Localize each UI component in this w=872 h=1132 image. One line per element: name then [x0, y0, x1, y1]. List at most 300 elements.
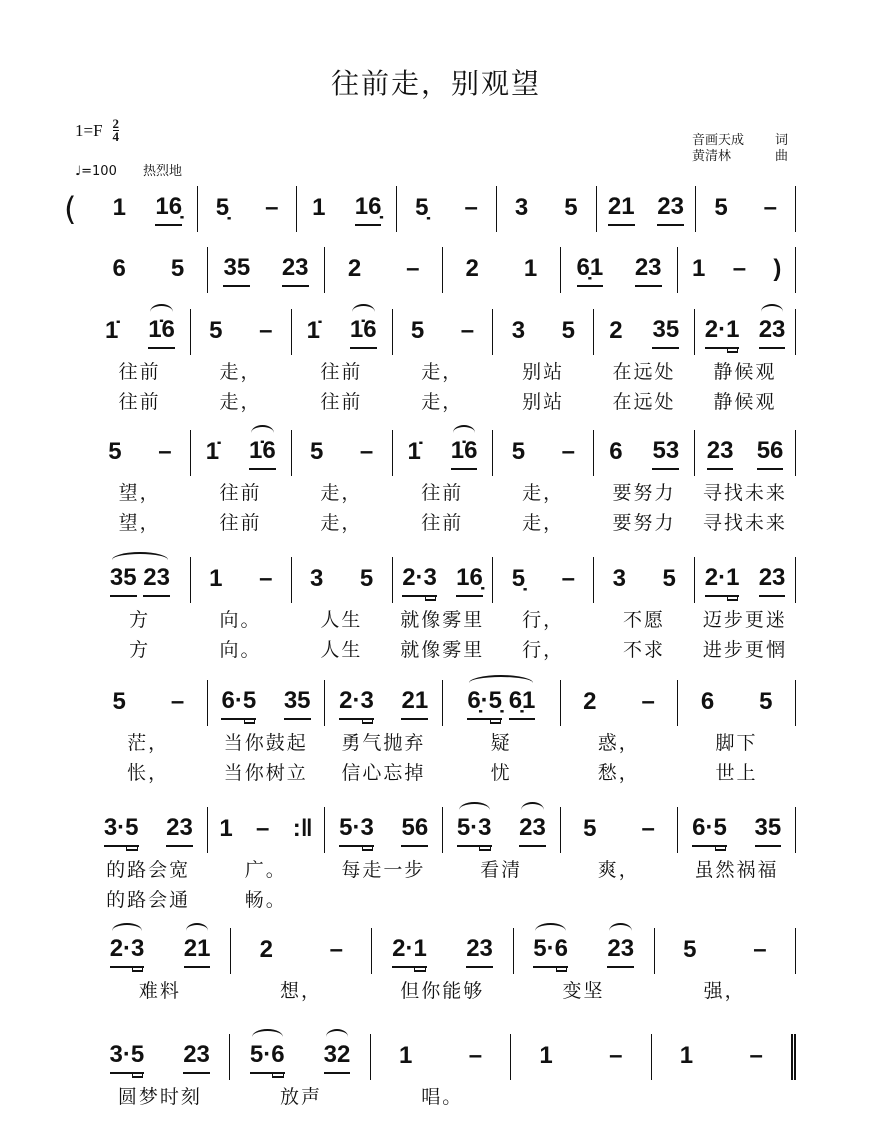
note: 2·: [339, 687, 360, 720]
note: 6: [271, 1041, 284, 1074]
lyric-cell: [90, 605, 191, 632]
note-group: [461, 317, 474, 348]
measure: [325, 680, 443, 726]
key-signature: [75, 118, 119, 143]
lyric-text: 想，: [280, 979, 323, 1002]
note-group: [392, 935, 427, 968]
note: 1̇6: [148, 316, 175, 349]
note-group: [680, 1042, 693, 1073]
note-group: [701, 688, 714, 719]
note-group: [512, 317, 525, 348]
note: –: [561, 564, 575, 592]
measure: [514, 928, 655, 974]
note-group: [466, 935, 493, 968]
note: 1: [398, 1041, 413, 1069]
lyric-text: 往前: [118, 360, 161, 383]
note: –: [641, 687, 655, 715]
lyric-cell: [292, 635, 393, 662]
lyric-text: 往前: [421, 481, 464, 504]
measure: [397, 186, 497, 232]
lyric-cell: [594, 387, 695, 414]
measure: [493, 309, 594, 355]
note: :‖: [292, 814, 313, 842]
note: 3: [478, 814, 491, 847]
note-group: [759, 564, 786, 597]
measure: [230, 1034, 370, 1080]
time-signature: [113, 118, 120, 143]
lyric-line-verse-1: [90, 853, 796, 883]
note-group: [705, 316, 740, 349]
song-title: 往前走，别观望: [330, 67, 541, 100]
note-group: [663, 565, 676, 596]
lyric-text: 进步更惘: [702, 638, 787, 661]
lyric-text: 惑，: [597, 731, 640, 754]
lyric-text: 世上: [715, 761, 758, 784]
lyric-line-verse-2: [90, 385, 796, 415]
measure: [90, 309, 191, 355]
note: 23: [143, 564, 170, 597]
note-group: [613, 565, 626, 596]
note: –: [265, 193, 279, 221]
lyric-cell: [325, 758, 443, 785]
lyric-text: 往前: [118, 390, 161, 413]
lyricist-name: 音画天成: [692, 133, 745, 148]
note-group: [250, 1041, 285, 1074]
note: 1̇6: [451, 437, 478, 470]
measure: [594, 557, 695, 603]
note-group: [209, 565, 222, 596]
lyric-cell: [90, 1082, 231, 1109]
measure: [678, 247, 796, 293]
lyric-text: 难料: [138, 979, 181, 1002]
note: –: [359, 437, 374, 465]
lyric-cell: [90, 635, 191, 662]
measure: [561, 807, 679, 853]
note: 2·: [392, 935, 413, 968]
lyric-text: 往前: [219, 481, 262, 504]
note: 3: [131, 935, 144, 968]
measure: [655, 928, 796, 974]
note-group: [209, 317, 222, 348]
lyric-text: 望，: [118, 511, 161, 534]
note: –: [170, 687, 185, 715]
credits: [692, 133, 788, 165]
measure: [208, 807, 326, 853]
lyric-cell: [493, 635, 594, 662]
lyric-cell: [90, 357, 191, 384]
lyricist-credit: [692, 133, 788, 149]
note: 3: [514, 193, 529, 221]
lyric-text: 别站: [522, 390, 565, 413]
note: 23: [282, 254, 309, 287]
lyric-cell: [191, 635, 292, 662]
note-group: [148, 316, 175, 349]
key-label: 1=F: [75, 120, 103, 140]
note: 23: [759, 564, 786, 597]
note: 6·: [221, 687, 242, 720]
note-group: [467, 687, 535, 720]
note: 35: [110, 564, 137, 597]
note: 2·: [402, 564, 423, 597]
note: 5: [511, 437, 526, 465]
note-group: [310, 565, 323, 596]
lyric-text: 要努力: [612, 511, 676, 534]
note: 5̣: [415, 193, 429, 221]
lyric-line-verse-2: [90, 633, 796, 663]
note: 5: [410, 316, 425, 344]
note: 3: [511, 316, 526, 344]
lyric-cell: [372, 1082, 513, 1109]
lyric-text: 当你鼓起: [223, 731, 308, 754]
score-system: [90, 557, 796, 663]
note: 23: [166, 814, 193, 847]
lyric-text: 往前: [421, 511, 464, 534]
lyric-text: 当你树立: [223, 761, 308, 784]
lyric-cell: [90, 508, 191, 535]
note: 16̣: [456, 564, 483, 597]
note-group: [411, 317, 424, 348]
score-system: [90, 807, 796, 913]
measure: [597, 186, 697, 232]
note: 3·: [104, 814, 125, 847]
note: 1: [679, 1041, 694, 1069]
note-group: [757, 437, 784, 470]
note: 3: [361, 687, 374, 720]
lyric-cell: [594, 605, 695, 632]
lyric-cell: [514, 976, 655, 1003]
measure: [371, 1034, 511, 1080]
measure: [443, 680, 561, 726]
lyric-cell: [208, 885, 326, 912]
lyric-cell: [191, 605, 292, 632]
note: 1̇6: [350, 316, 377, 349]
note-group: [112, 255, 125, 286]
note: –: [763, 193, 778, 221]
lyric-cell: [208, 728, 326, 755]
lyric-text: 变坚: [562, 979, 605, 1002]
measure: [90, 1034, 230, 1080]
lyric-cell: [493, 508, 594, 535]
lyric-cell: [695, 508, 796, 535]
note-group: [155, 193, 182, 226]
measure: [292, 557, 393, 603]
measure: [443, 807, 561, 853]
measure: [292, 430, 393, 476]
measure: [594, 430, 695, 476]
measure: [678, 807, 796, 853]
lyric-cell: [191, 478, 292, 505]
note: 32: [324, 1041, 351, 1074]
note: –: [460, 316, 475, 344]
note-group: [642, 688, 655, 719]
note: 5: [131, 1041, 144, 1074]
note: [502, 687, 509, 720]
lyric-text: 望，: [118, 481, 161, 504]
note-group: [764, 194, 777, 225]
note: 5: [310, 437, 324, 465]
notes-row: [90, 680, 796, 726]
notes-row: [90, 247, 796, 293]
notes-row: [90, 309, 796, 355]
composer-credit: [692, 149, 788, 165]
lyricist-role: 词: [774, 133, 788, 148]
lyric-cell: [292, 478, 393, 505]
measure: [191, 309, 292, 355]
lyric-cell: [561, 728, 679, 755]
lyric-cell: [393, 605, 494, 632]
lyric-text: 就像雾里: [400, 638, 485, 661]
note-group: [401, 687, 428, 720]
lyric-text: 脚下: [715, 731, 758, 754]
note-group: [110, 1041, 145, 1074]
measure: [493, 557, 594, 603]
note: 1: [692, 254, 706, 282]
note-group: [750, 1042, 763, 1073]
measure: [594, 309, 695, 355]
note: 3: [361, 814, 374, 847]
measure: [297, 186, 397, 232]
note-group: [206, 438, 219, 469]
measure: [90, 430, 191, 476]
lyric-cell: [493, 478, 594, 505]
lyric-cell: [443, 728, 561, 755]
score-system: [90, 247, 796, 293]
lyric-cell: [695, 635, 796, 662]
note: 3: [310, 564, 324, 592]
tempo-marking: [75, 160, 182, 179]
note-group: [583, 815, 596, 846]
measure: [511, 1034, 651, 1080]
note: –: [406, 254, 420, 282]
lyric-text: 的路会通: [106, 888, 191, 911]
lyric-text: 寻找未来: [702, 481, 787, 504]
measure: [393, 309, 494, 355]
lyric-cell: [493, 357, 594, 384]
note: 23: [657, 193, 684, 226]
score-system: [64, 186, 796, 232]
lyric-line-verse-1: [90, 355, 796, 385]
note-group: [339, 687, 374, 720]
note-group: [355, 193, 382, 226]
lyric-text: 走，: [522, 511, 565, 534]
note-group: [733, 255, 746, 286]
lyric-line-verse-2: [90, 756, 796, 786]
score-system: [90, 928, 796, 1004]
score-system: [90, 430, 796, 536]
lyric-cell: [292, 508, 393, 535]
note: 56: [401, 814, 428, 847]
lyric-cell: [695, 357, 796, 384]
note: 5: [561, 316, 575, 344]
note-group: [577, 254, 604, 287]
note: 1: [539, 1041, 553, 1069]
note: 1: [112, 193, 127, 221]
measure: [695, 309, 796, 355]
repeat-paren: (: [64, 190, 77, 228]
note: 3·: [110, 1041, 131, 1074]
note: 23: [759, 316, 786, 349]
note-group: [714, 194, 727, 225]
note-group: [171, 688, 184, 719]
lyric-text: 虽然祸福: [694, 858, 779, 881]
lyric-cell: [231, 1082, 372, 1109]
time-sig-numerator: 2: [112, 116, 120, 131]
note-group: [216, 194, 229, 225]
note: 23: [183, 1041, 210, 1074]
score-system: [90, 1034, 796, 1110]
note-group: [112, 688, 125, 719]
measure: [393, 557, 494, 603]
lyric-text: 行，: [522, 608, 565, 631]
tempo-bpm: ♩=100: [75, 164, 117, 179]
note: 6̣·: [467, 687, 488, 720]
lyric-line-verse-2: [90, 506, 796, 536]
note: 3: [612, 564, 626, 592]
note-group: [519, 814, 546, 847]
lyric-cell: [655, 976, 796, 1003]
note-group: [457, 814, 492, 847]
note-group: [451, 437, 478, 470]
lyric-cell: [393, 508, 494, 535]
note: –: [609, 1041, 623, 1069]
note: 6: [555, 935, 568, 968]
lyric-cell: [393, 478, 494, 505]
lyric-cell: [325, 855, 443, 882]
note: –: [329, 935, 344, 963]
measure: [90, 928, 231, 974]
lyric-text: 爽，: [597, 858, 640, 881]
notes-row: [90, 557, 796, 603]
lyric-cell: [90, 976, 231, 1003]
note-group: [607, 935, 634, 968]
lyric-text: 信心忘掉: [341, 761, 426, 784]
note: ): [773, 254, 782, 282]
note-group: [692, 814, 727, 847]
note: 2: [583, 687, 597, 715]
lyric-cell: [90, 885, 208, 912]
measure: [98, 186, 198, 232]
measure: [90, 680, 208, 726]
note: 1̇6: [249, 437, 276, 470]
lyric-cell: [594, 478, 695, 505]
lyric-text: 走，: [219, 390, 262, 413]
lyric-cell: [594, 357, 695, 384]
note: 5: [243, 687, 256, 720]
measure: [652, 1034, 796, 1080]
measure: [325, 247, 443, 293]
note-group: [307, 317, 320, 348]
note: 1: [413, 935, 426, 968]
note-group: [158, 438, 171, 469]
lyric-text: 向。: [219, 608, 262, 631]
note-group: [609, 1042, 622, 1073]
lyric-text: 茫，: [127, 731, 170, 754]
note: 5̣: [511, 564, 526, 592]
note-group: [759, 688, 772, 719]
measure: [191, 430, 292, 476]
note-group: [652, 316, 679, 349]
lyric-cell: [372, 976, 513, 1003]
lyric-cell: [393, 357, 494, 384]
measure: [393, 430, 494, 476]
note: 5: [662, 564, 676, 592]
note: 5·: [339, 814, 360, 847]
lyric-cell: [191, 508, 292, 535]
note-group: [515, 194, 528, 225]
time-sig-denominator: 4: [112, 129, 120, 144]
lyric-text: 行，: [522, 638, 565, 661]
score-system: [90, 680, 796, 786]
note: 5: [759, 687, 773, 715]
measure: [443, 247, 561, 293]
lyric-cell: [695, 387, 796, 414]
note-group: [184, 935, 211, 968]
note: 5̣: [215, 193, 230, 221]
note-group: [564, 194, 577, 225]
measure: [325, 807, 443, 853]
note-group: [466, 255, 479, 286]
measure: [561, 680, 679, 726]
note-group: [312, 194, 325, 225]
note-group: [583, 688, 596, 719]
note: 5: [714, 814, 727, 847]
lyric-text: 走，: [421, 390, 464, 413]
note-group: [406, 255, 419, 286]
measure: [208, 247, 326, 293]
note-group: [539, 1042, 552, 1073]
lyric-text: 向。: [219, 638, 262, 661]
note: 2: [609, 316, 623, 344]
notes-row: [90, 807, 796, 853]
note: –: [259, 316, 273, 344]
note: –: [468, 1041, 483, 1069]
note: 23: [707, 437, 734, 470]
note: 35: [755, 814, 782, 847]
note-group: [609, 317, 622, 348]
note-group: [256, 815, 269, 846]
measure: [695, 430, 796, 476]
lyric-text: 勇气抛弃: [341, 731, 426, 754]
note-group: [608, 193, 635, 226]
note: 1: [219, 814, 233, 842]
note: 6̣1: [577, 254, 604, 287]
note: –: [753, 935, 767, 963]
note-group: [415, 194, 428, 225]
note-group: [562, 565, 575, 596]
note: 23: [607, 935, 634, 968]
notes-row: [90, 430, 796, 476]
note-group: [348, 255, 361, 286]
lyric-text: 但你能够: [400, 979, 485, 1002]
note: 35: [284, 687, 311, 720]
note-group: [399, 1042, 412, 1073]
lyric-cell: [231, 976, 372, 1003]
note-group: [635, 254, 662, 287]
note-group: [110, 935, 145, 968]
note: 2: [259, 935, 273, 963]
lyric-cell: [443, 855, 561, 882]
measure: [208, 680, 326, 726]
lyric-cell: [90, 758, 208, 785]
note-group: [249, 437, 276, 470]
note: 5: [583, 814, 597, 842]
note-group: [108, 438, 121, 469]
lyric-cell: [191, 357, 292, 384]
measure: [497, 186, 597, 232]
lyric-text: 愁，: [597, 761, 640, 784]
note-group: [753, 936, 766, 967]
measure: [678, 680, 796, 726]
